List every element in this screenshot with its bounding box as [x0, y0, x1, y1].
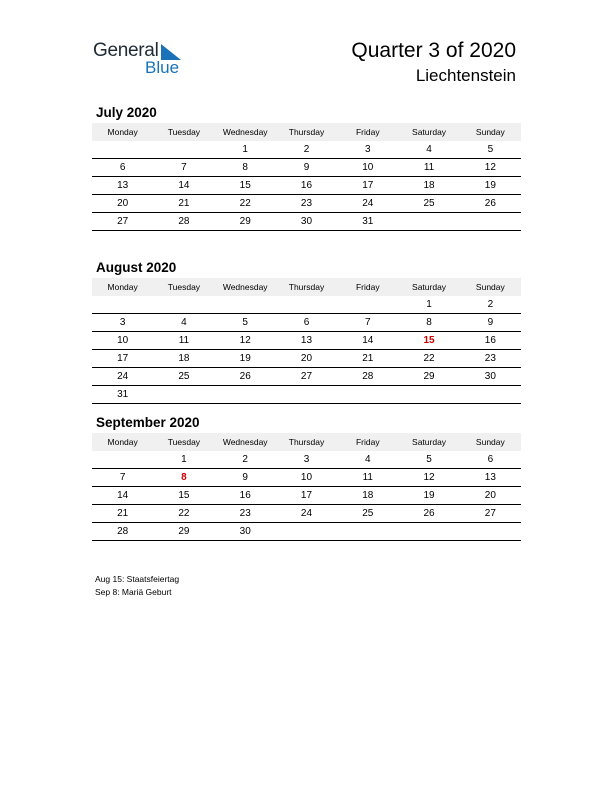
- weekday-header: Monday: [92, 278, 153, 296]
- day-cell: 23: [215, 505, 276, 523]
- day-cell: [153, 296, 214, 314]
- day-cell: [276, 523, 337, 541]
- day-cell: 26: [460, 195, 521, 213]
- day-cell: 17: [276, 487, 337, 505]
- generalblue-logo: [93, 40, 193, 80]
- day-cell: 3: [276, 451, 337, 469]
- day-cell: 16: [215, 487, 276, 505]
- day-cell: 4: [153, 314, 214, 332]
- month-grid: [92, 278, 521, 404]
- day-cell: 27: [92, 213, 153, 231]
- day-cell: 26: [215, 368, 276, 386]
- weekday-header: Wednesday: [215, 278, 276, 296]
- weekday-header: Monday: [92, 433, 153, 451]
- week-row: [92, 505, 521, 523]
- day-cell: 8: [398, 314, 459, 332]
- weekday-header: Thursday: [276, 433, 337, 451]
- day-cell: 4: [398, 141, 459, 159]
- weekday-header: Sunday: [460, 433, 521, 451]
- day-cell: 9: [276, 159, 337, 177]
- day-cell: 23: [276, 195, 337, 213]
- day-cell: 11: [337, 469, 398, 487]
- day-cell: [153, 386, 214, 404]
- day-cell: [276, 386, 337, 404]
- weekday-header: Monday: [92, 123, 153, 141]
- month-grid: [92, 433, 521, 541]
- day-cell: 24: [337, 195, 398, 213]
- week-row: [92, 487, 521, 505]
- weekday-header: Wednesday: [215, 123, 276, 141]
- day-cell: 25: [153, 368, 214, 386]
- day-cell: 7: [153, 159, 214, 177]
- day-cell: 15: [398, 332, 459, 350]
- day-cell: 1: [153, 451, 214, 469]
- weekday-header: Wednesday: [215, 433, 276, 451]
- day-cell: [398, 213, 459, 231]
- day-cell: [460, 523, 521, 541]
- day-cell: 5: [398, 451, 459, 469]
- day-cell: [460, 386, 521, 404]
- day-cell: 28: [92, 523, 153, 541]
- weekday-header: Sunday: [460, 123, 521, 141]
- day-cell: 14: [92, 487, 153, 505]
- day-cell: 2: [276, 141, 337, 159]
- month-name: August 2020: [96, 260, 177, 275]
- month-calendar: [92, 103, 521, 231]
- day-cell: 30: [215, 523, 276, 541]
- weekday-header: Saturday: [398, 278, 459, 296]
- day-cell: [92, 296, 153, 314]
- weekday-header: Saturday: [398, 433, 459, 451]
- weekday-header-row: [92, 278, 521, 296]
- day-cell: 29: [215, 213, 276, 231]
- day-cell: 6: [92, 159, 153, 177]
- day-cell: [398, 386, 459, 404]
- day-cell: 27: [276, 368, 337, 386]
- logo-general-text: General: [93, 40, 159, 61]
- month-calendar: [92, 258, 521, 404]
- day-cell: [215, 386, 276, 404]
- day-cell: 11: [153, 332, 214, 350]
- day-cell: 30: [276, 213, 337, 231]
- day-cell: 10: [92, 332, 153, 350]
- week-row: [92, 332, 521, 350]
- week-row: [92, 141, 521, 159]
- weekday-header: Thursday: [276, 123, 337, 141]
- holiday-note: Sep 8: Mariä Geburt: [95, 586, 172, 597]
- day-cell: 29: [153, 523, 214, 541]
- week-row: [92, 368, 521, 386]
- day-cell: 14: [337, 332, 398, 350]
- day-cell: 21: [337, 350, 398, 368]
- day-cell: 30: [460, 368, 521, 386]
- day-cell: 7: [92, 469, 153, 487]
- day-cell: 27: [460, 505, 521, 523]
- day-cell: 13: [92, 177, 153, 195]
- day-cell: 3: [92, 314, 153, 332]
- month-name: July 2020: [96, 105, 157, 120]
- day-cell: [92, 451, 153, 469]
- day-cell: 6: [276, 314, 337, 332]
- day-cell: 9: [215, 469, 276, 487]
- weekday-header: Friday: [337, 433, 398, 451]
- weekday-header: Tuesday: [153, 123, 214, 141]
- weekday-header-row: [92, 123, 521, 141]
- day-cell: 29: [398, 368, 459, 386]
- day-cell: 2: [460, 296, 521, 314]
- day-cell: 13: [460, 469, 521, 487]
- week-row: [92, 469, 521, 487]
- week-row: [92, 523, 521, 541]
- day-cell: 31: [337, 213, 398, 231]
- weekday-header: Thursday: [276, 278, 337, 296]
- day-cell: [337, 523, 398, 541]
- day-cell: 20: [460, 487, 521, 505]
- day-cell: 1: [215, 141, 276, 159]
- day-cell: 14: [153, 177, 214, 195]
- day-cell: 31: [92, 386, 153, 404]
- day-cell: 5: [460, 141, 521, 159]
- day-cell: 16: [460, 332, 521, 350]
- day-cell: 25: [337, 505, 398, 523]
- month-name: September 2020: [96, 415, 200, 430]
- day-cell: 13: [276, 332, 337, 350]
- day-cell: 24: [276, 505, 337, 523]
- weekday-header: Sunday: [460, 278, 521, 296]
- month-calendar: [92, 413, 521, 541]
- day-cell: 22: [153, 505, 214, 523]
- week-row: [92, 195, 521, 213]
- day-cell: 26: [398, 505, 459, 523]
- day-cell: 15: [215, 177, 276, 195]
- week-row: [92, 213, 521, 231]
- day-cell: 15: [153, 487, 214, 505]
- day-cell: 11: [398, 159, 459, 177]
- day-cell: 6: [460, 451, 521, 469]
- day-cell: [398, 523, 459, 541]
- day-cell: [337, 386, 398, 404]
- day-cell: 23: [460, 350, 521, 368]
- day-cell: 8: [215, 159, 276, 177]
- day-cell: 22: [398, 350, 459, 368]
- day-cell: 10: [337, 159, 398, 177]
- page-title: Quarter 3 of 2020: [351, 39, 516, 62]
- day-cell: 19: [398, 487, 459, 505]
- logo-blue-text: Blue: [145, 58, 180, 77]
- weekday-header: Saturday: [398, 123, 459, 141]
- day-cell: 3: [337, 141, 398, 159]
- week-row: [92, 296, 521, 314]
- day-cell: 18: [153, 350, 214, 368]
- day-cell: 20: [92, 195, 153, 213]
- weekday-header-row: [92, 433, 521, 451]
- week-row: [92, 386, 521, 404]
- day-cell: [460, 213, 521, 231]
- day-cell: 25: [398, 195, 459, 213]
- holiday-notes: [95, 573, 179, 598]
- day-cell: 12: [215, 332, 276, 350]
- day-cell: 7: [337, 314, 398, 332]
- day-cell: 5: [215, 314, 276, 332]
- day-cell: 21: [153, 195, 214, 213]
- weekday-header: Friday: [337, 278, 398, 296]
- day-cell: 18: [398, 177, 459, 195]
- day-cell: 19: [460, 177, 521, 195]
- day-cell: 28: [153, 213, 214, 231]
- week-row: [92, 177, 521, 195]
- day-cell: [215, 296, 276, 314]
- day-cell: 4: [337, 451, 398, 469]
- month-grid: [92, 123, 521, 231]
- day-cell: 8: [153, 469, 214, 487]
- day-cell: 17: [92, 350, 153, 368]
- week-row: [92, 350, 521, 368]
- page-subtitle: Liechtenstein: [415, 66, 516, 85]
- day-cell: [92, 141, 153, 159]
- day-cell: 9: [460, 314, 521, 332]
- day-cell: 12: [460, 159, 521, 177]
- day-cell: 12: [398, 469, 459, 487]
- day-cell: 17: [337, 177, 398, 195]
- day-cell: 18: [337, 487, 398, 505]
- day-cell: 1: [398, 296, 459, 314]
- day-cell: 22: [215, 195, 276, 213]
- day-cell: 24: [92, 368, 153, 386]
- week-row: [92, 314, 521, 332]
- holiday-note: Aug 15: Staatsfeiertag: [95, 574, 180, 584]
- day-cell: 16: [276, 177, 337, 195]
- day-cell: 19: [215, 350, 276, 368]
- day-cell: 21: [92, 505, 153, 523]
- weekday-header: Tuesday: [153, 433, 214, 451]
- day-cell: 10: [276, 469, 337, 487]
- day-cell: 20: [276, 350, 337, 368]
- day-cell: [276, 296, 337, 314]
- week-row: [92, 451, 521, 469]
- weekday-header: Tuesday: [153, 278, 214, 296]
- week-row: [92, 159, 521, 177]
- day-cell: [153, 141, 214, 159]
- day-cell: 28: [337, 368, 398, 386]
- weekday-header: Friday: [337, 123, 398, 141]
- day-cell: [337, 296, 398, 314]
- day-cell: 2: [215, 451, 276, 469]
